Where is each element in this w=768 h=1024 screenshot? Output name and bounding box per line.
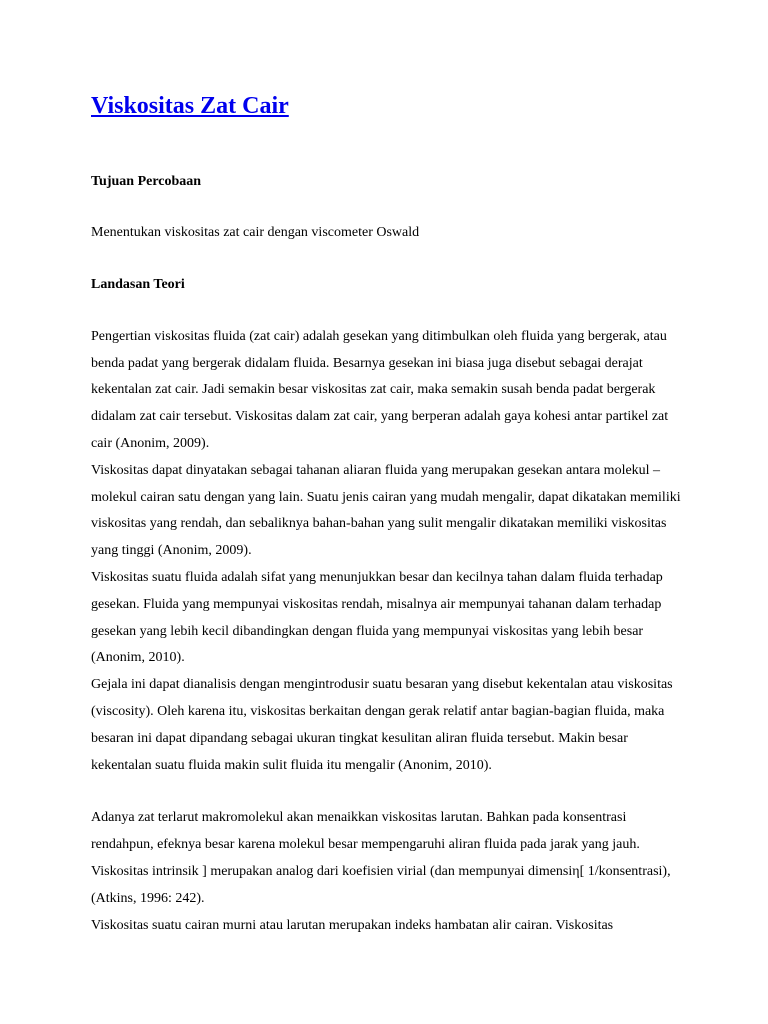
paragraph: Pengertian viskositas fluida (zat cair) adalah gesekan yang ditimbulkan oleh fluida yang bergerak, atau benda padat yang bergerak didalam fluida. Besarnya gesekan ini biasa juga disebut sebagai derajat kekentalan zat cair. Jadi semakin besar viskositas zat cair, maka semakin susah benda padat bergerak didalam zat cair tersebut. Viskositas dalam zat cair, yang berperan adalah gaya kohesi antar partikel zat cair (Anonim, 2009).	[91, 328, 669, 451]
document-title-link[interactable]: Viskositas Zat Cair	[91, 93, 289, 119]
document-page	[91, 88, 681, 939]
paragraph: Viskositas suatu cairan murni atau larutan merupakan indeks hambatan alir cairan. Viskositas	[91, 917, 614, 933]
paragraph: Gejala ini dapat dianalisis dengan mengintrodusir suatu besaran yang disebut kekentalan atau viskositas (viscosity). Oleh karena itu, viskositas berkaitan dengan gerak relatif antar bagian-bagian fluida, maka besaran ini dapat dipandang sebagai ukuran tingkat kesulitan aliran fluida tersebut. Makin besar kekentalan suatu fluida makin sulit fluida itu mengalir (Anonim, 2010).	[91, 677, 673, 773]
section-heading-tujuan: Tujuan Percobaan	[91, 174, 202, 189]
paragraph-block-2	[91, 805, 681, 939]
section-heading-landasan: Landasan Teori	[91, 276, 185, 292]
paragraph: Viskositas dapat dinyatakan sebagai tahanan aliaran fluida yang merupakan gesekan antara molekul – molekul cairan satu dengan yang lain. Suatu jenis cairan yang mudah mengalir, dapat dikatakan memiliki viskositas yang rendah, dan sebaliknya bahan-bahan yang sulit mengalir dikatakan memiliki viskositas yang tinggi (Anonim, 2009).	[91, 462, 681, 559]
paragraph: Viskositas suatu fluida adalah sifat yang menunjukkan besar dan kecilnya tahan dalam fluida terhadap gesekan. Fluida yang mempunyai viskositas rendah, misalnya air mempunyai tahanan dalam terhadap gesekan yang lebih kecil dibandingkan dengan fluida yang mempunyai viskositas yang lebih besar (Anonim, 2010).	[91, 569, 663, 666]
paragraph: Adanya zat terlarut makromolekul akan menaikkan viskositas larutan. Bahkan pada konsentrasi rendahpun, efeknya besar karena molekul besar mempengaruhi aliran fluida pada jarak yang jauh. Viskositas intrinsik ] merupakan analog dari koefisien virial (dan mempunyai dimensiη[ 1/konsentrasi), (Atkins, 1996: 242).	[91, 810, 671, 906]
paragraph-block-1	[91, 324, 681, 780]
section-text-tujuan: Menentukan viskositas zat cair dengan viscometer Oswald	[91, 225, 420, 240]
